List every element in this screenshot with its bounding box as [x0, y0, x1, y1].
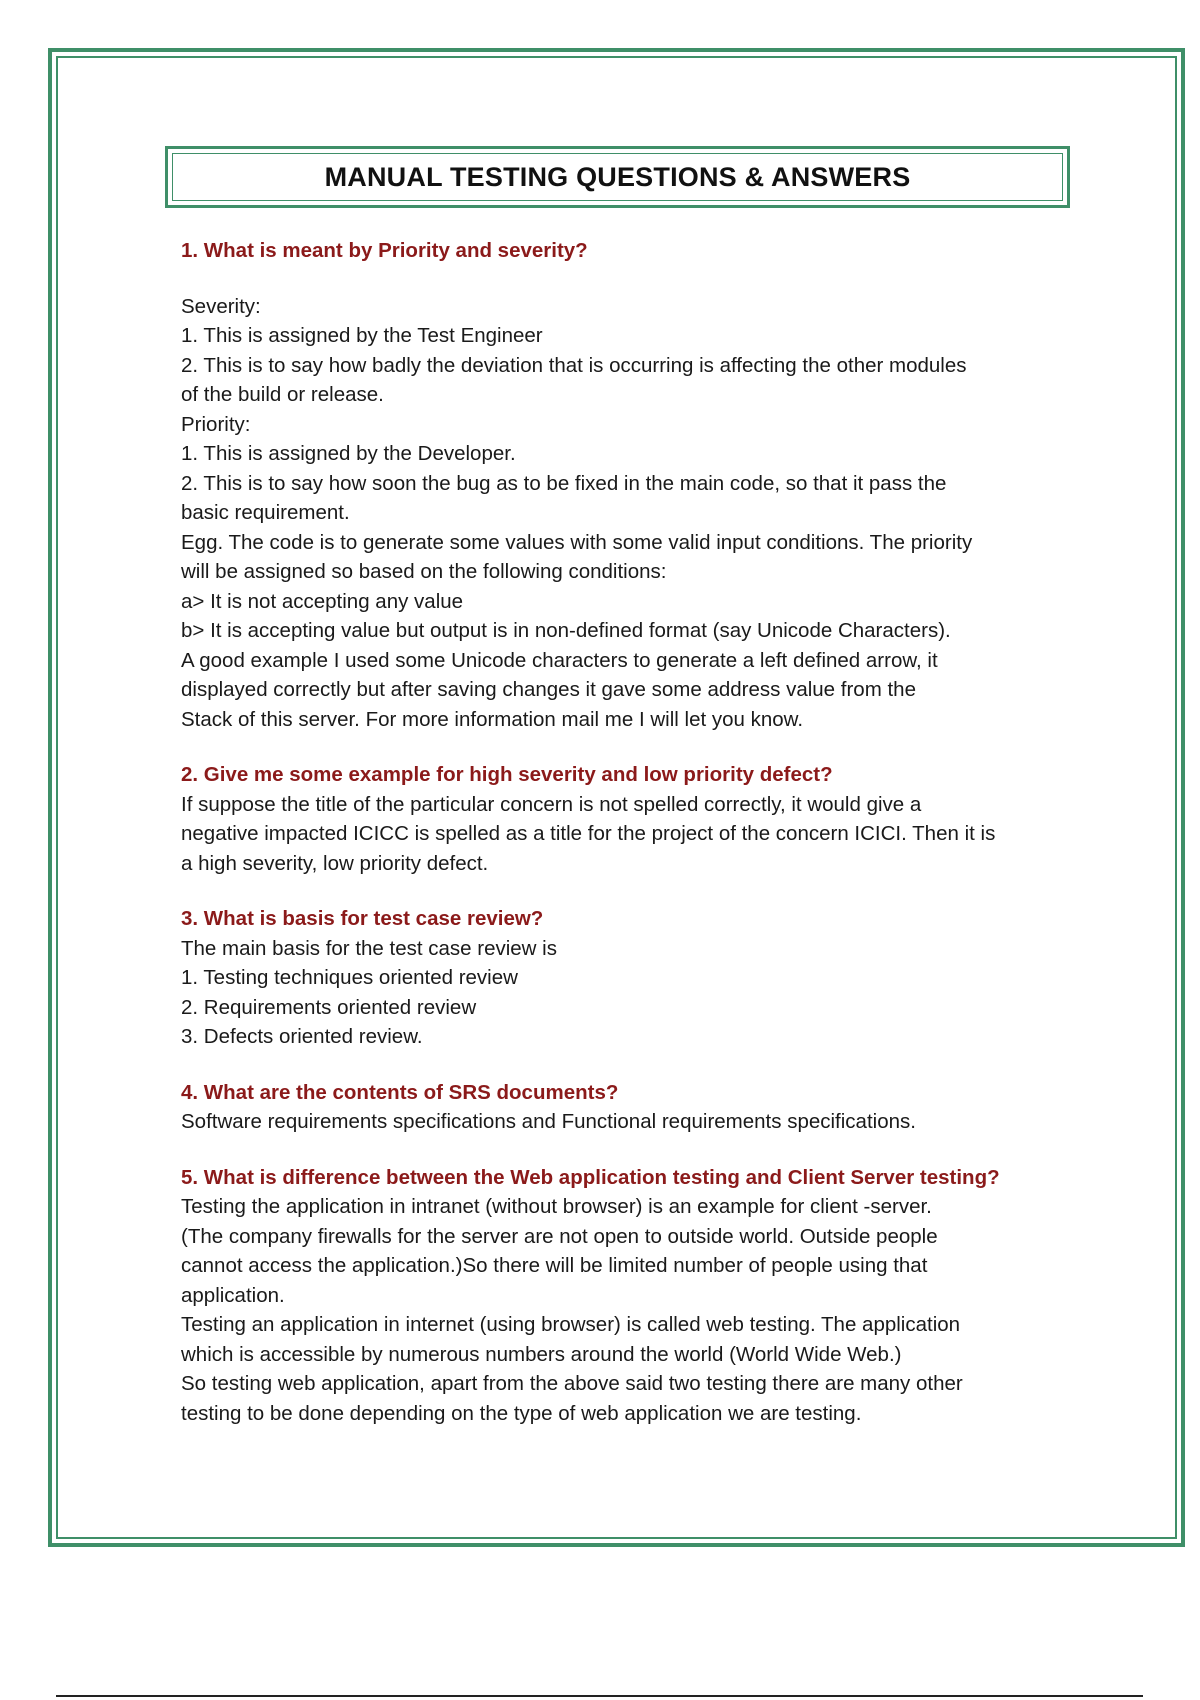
- answer-line: a high severity, low priority defect.: [181, 851, 489, 875]
- answer-line: Egg. The code is to generate some values with some valid input conditions. The priority: [181, 530, 973, 554]
- question-heading: 5. What is difference between the Web application testing and Client Server testing?: [181, 1165, 1000, 1189]
- answer-line: 1. This is assigned by the Test Engineer: [181, 324, 543, 347]
- question-heading: 3. What is basis for test case review?: [181, 907, 544, 930]
- answer-line: So testing web application, apart from the above said two testing there are many other: [181, 1372, 963, 1395]
- answer-line: Testing the application in intranet (without browser) is an example for client -server.: [181, 1195, 932, 1218]
- question-heading: 4. What are the contents of SRS documents?: [181, 1080, 619, 1104]
- answer-line: Severity:: [181, 294, 261, 318]
- answer-line: 3. Defects oriented review.: [181, 1025, 423, 1048]
- spacer: [181, 1137, 1081, 1163]
- answer-line: Testing an application in internet (using browser) is called web testing. The application: [181, 1313, 961, 1336]
- answer-line: 2. This is to say how soon the bug as to be fixed in the main code, so that it pass the: [181, 471, 947, 495]
- spacer: [181, 878, 1081, 904]
- answer-line: will be assigned so based on the following conditions:: [181, 560, 667, 583]
- answer-line: (The company firewalls for the server are not open to outside world. Outside people: [181, 1224, 938, 1248]
- answer-line: If suppose the title of the particular concern is not spelled correctly, it would give a: [181, 792, 922, 816]
- answer-line: negative impacted ICICC is spelled as a title for the project of the concern ICICI. Then it is: [181, 822, 996, 845]
- answer-line: a> It is not accepting any value: [181, 589, 464, 613]
- question-heading: 1. What is meant by Priority and severity?: [181, 239, 588, 262]
- answer-line: of the build or release.: [181, 383, 384, 406]
- answer-line: Stack of this server. For more information mail me I will let you know.: [181, 707, 804, 731]
- answer-line: Software requirements specifications and Functional requirements specifications.: [181, 1110, 916, 1133]
- answer-line: 1. Testing techniques oriented review: [181, 966, 518, 989]
- answer-line: Priority:: [181, 412, 251, 436]
- answer-line: A good example I used some Unicode characters to generate a left defined arrow, it: [181, 648, 938, 672]
- answer-line: cannot access the application.)So there will be limited number of people using that: [181, 1254, 928, 1277]
- answer-line: which is accessible by numerous numbers around the world (World Wide Web.): [181, 1342, 902, 1366]
- answer-line: b> It is accepting value but output is in non-defined format (say Unicode Characters).: [181, 619, 951, 642]
- footer-rule: [56, 1695, 1143, 1697]
- answer-line: 2. This is to say how badly the deviation that is occurring is affecting the other modules: [181, 353, 967, 377]
- answer-line: 2. Requirements oriented review: [181, 995, 477, 1019]
- qa-content: [181, 236, 1081, 1428]
- answer-line: displayed correctly but after saving changes it gave some address value from the: [181, 678, 916, 701]
- answer-line: basic requirement.: [181, 501, 350, 524]
- spacer: [181, 734, 1081, 760]
- answer-line: 1. This is assigned by the Developer.: [181, 442, 516, 465]
- spacer: [181, 1052, 1081, 1078]
- answer-line: The main basis for the test case review is: [181, 936, 557, 960]
- answer-line: testing to be done depending on the type of web application we are testing.: [181, 1401, 862, 1425]
- page-title: MANUAL TESTING QUESTIONS & ANSWERS: [324, 162, 911, 192]
- answer-line: application.: [181, 1283, 285, 1307]
- spacer: [181, 266, 1081, 292]
- question-heading: 2. Give me some example for high severity and low priority defect?: [181, 763, 833, 786]
